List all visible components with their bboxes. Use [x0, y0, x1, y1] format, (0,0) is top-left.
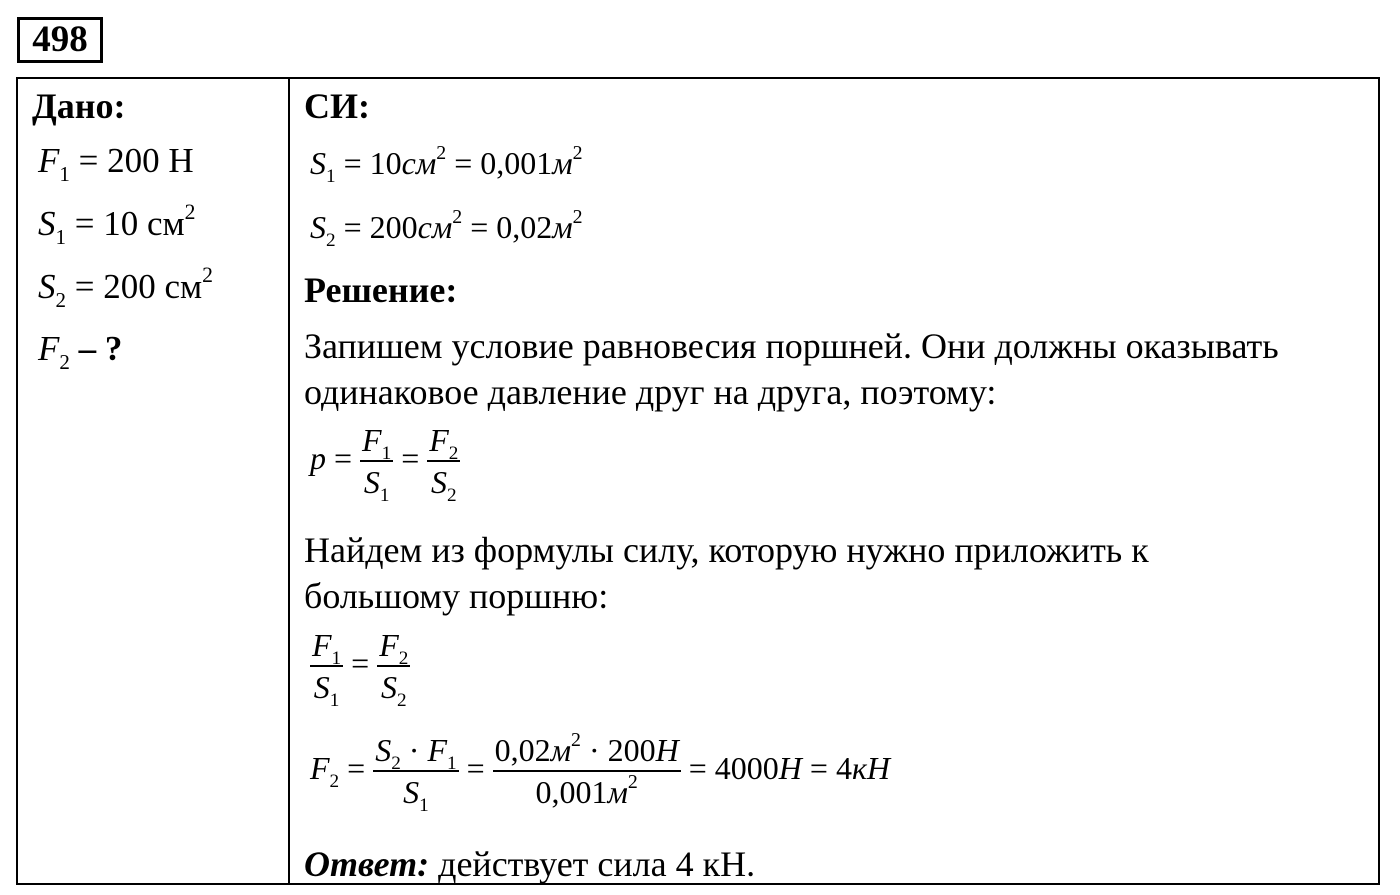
- si-heading: СИ:: [304, 86, 370, 126]
- column-divider: [288, 79, 290, 883]
- given-row-f2-unknown: $F_2$ – ?: [38, 329, 123, 374]
- given-row-f1: $F_1 = 200$ Н: [38, 141, 194, 186]
- problem-number: 498: [17, 17, 103, 63]
- solution-table: [16, 77, 1380, 885]
- paragraph-1: Запишем условие равновесия поршней. Они должны оказывать одинаковое давление друг на друга, поэтому:: [304, 326, 1279, 412]
- answer-text: действует сила 4 кН.: [429, 844, 756, 884]
- si-line-s2: $S_2 = 200см^2 = 0,02м^2$: [310, 206, 583, 252]
- formula-pressure-equality: p = $\frac{F_1}{S_1}$ = $\frac{F_2}{S_2}$: [310, 422, 459, 506]
- solution-heading: Решение:: [304, 270, 458, 310]
- formula-ratio-equality: $\frac{F_1}{S_1}$ = $\frac{F_2}{S_2}$: [312, 627, 409, 711]
- answer: [304, 841, 755, 887]
- given-row-s1: $S_1 = 10$ $см^2$: [38, 199, 196, 249]
- given-row-s2: $S_2 = 200$ $см^2$: [38, 262, 214, 312]
- given-heading: Дано:: [32, 86, 126, 126]
- paragraph-2: Найдем из формулы силу, которую нужно приложить к большому поршню:: [304, 530, 1149, 616]
- si-line-s1: $S_1 = 10см^2 = 0,001м^2$: [310, 142, 583, 188]
- answer-label: Ответ:: [304, 844, 430, 884]
- formula-f2-calculation: $F_2$ = $\frac{S_2 \cdot F_1}{S_1}$ = $\frac{0,02м^2 \cdot 200Н}{0,001м^2}$ = 4000Н = 4кН: [310, 729, 891, 816]
